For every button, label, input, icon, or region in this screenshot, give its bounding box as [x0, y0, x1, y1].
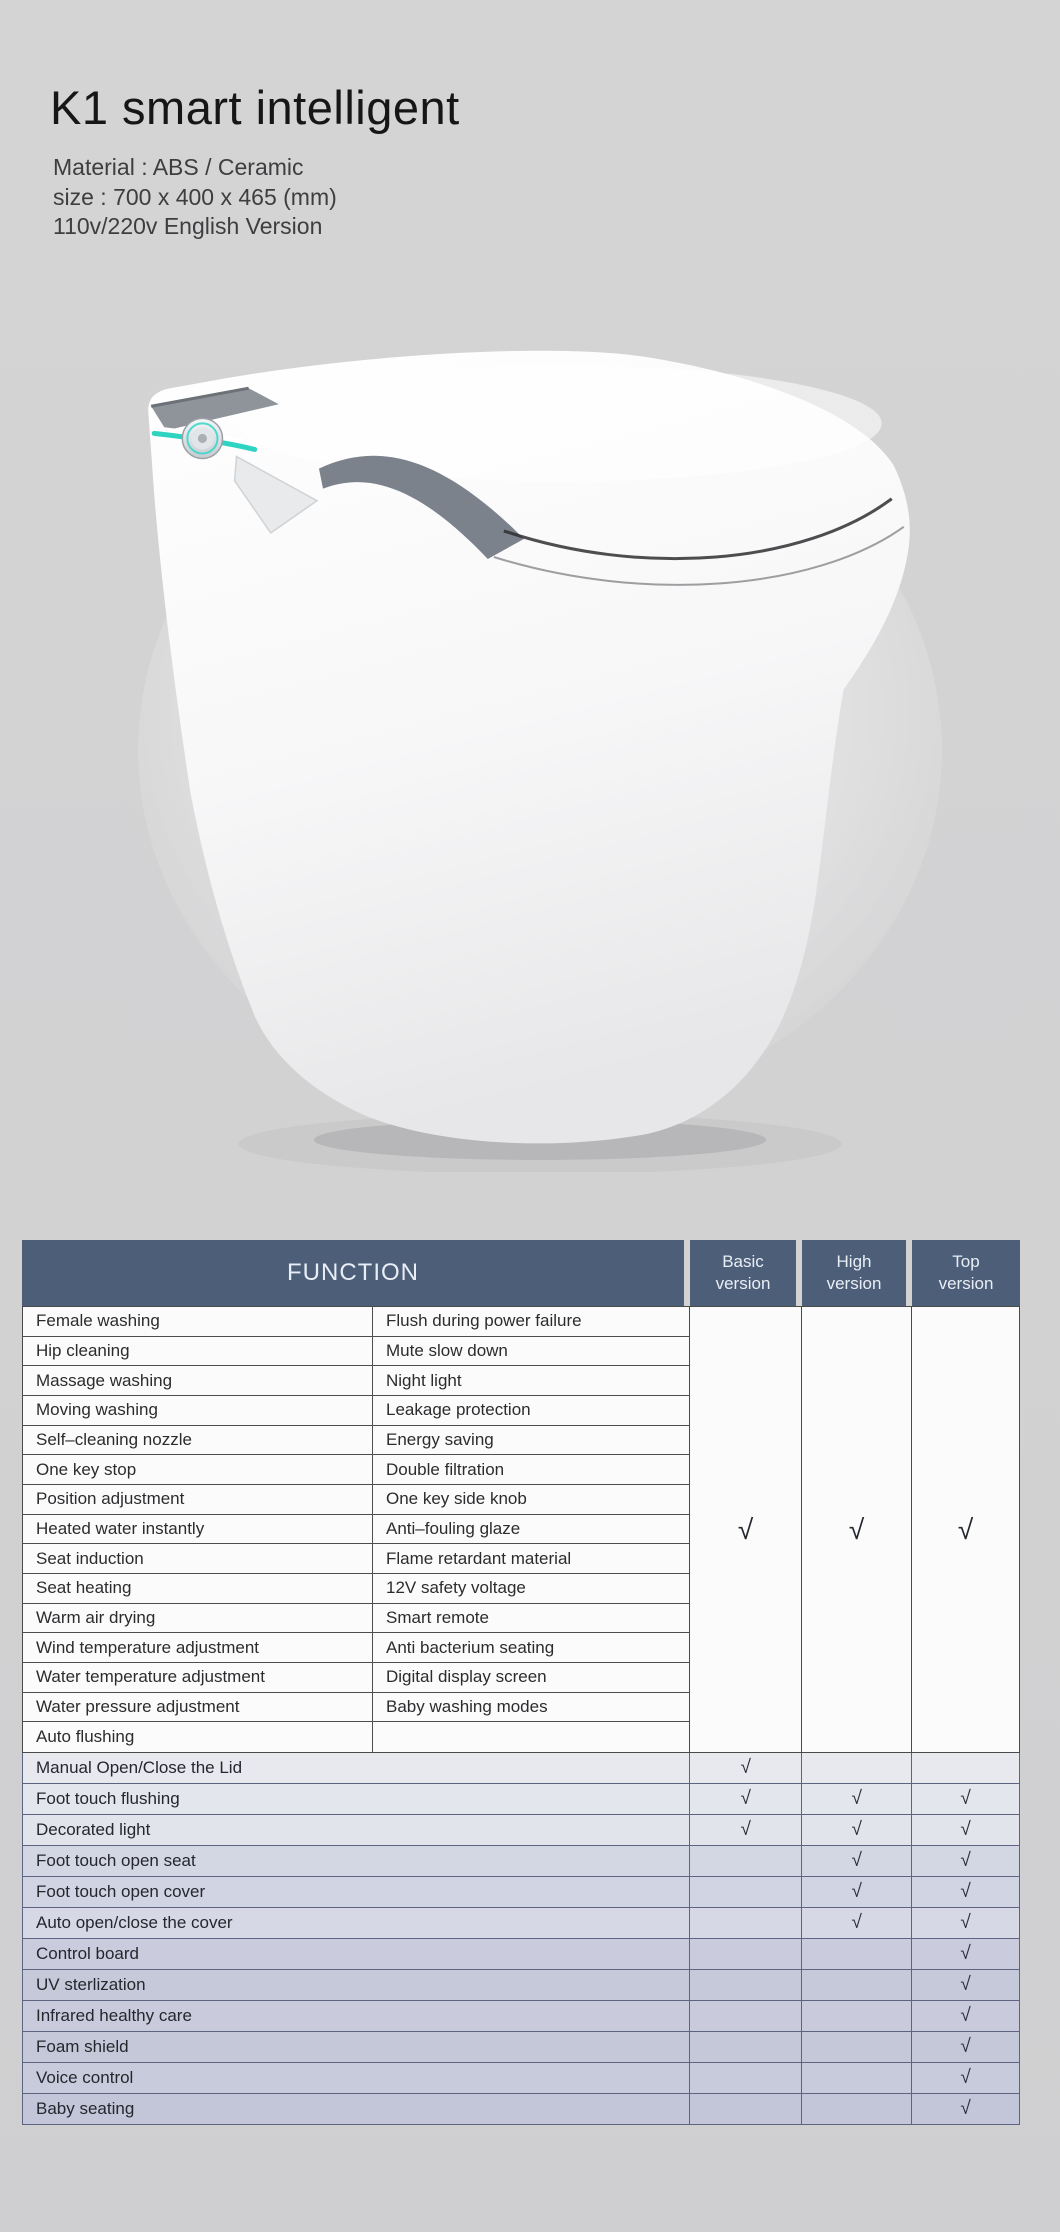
check-basic	[690, 1908, 802, 1938]
function-item: Female washing	[23, 1307, 373, 1337]
check-top: √	[912, 2032, 1020, 2062]
check-high	[802, 2063, 912, 2093]
check-top	[912, 1753, 1020, 1783]
header-function: FUNCTION	[22, 1240, 684, 1306]
basic-version-merged-check: √	[690, 1306, 802, 1753]
header-top-line2: version	[938, 1274, 994, 1293]
header-basic-line1: Basic	[722, 1252, 764, 1271]
feature-row	[23, 1877, 1020, 1908]
check-basic	[690, 2063, 802, 2093]
check-high: √	[802, 1908, 912, 1938]
check-basic	[690, 1877, 802, 1907]
function-item: Moving washing	[23, 1396, 373, 1426]
feature-row	[23, 1939, 1020, 1970]
function-item: Position adjustment	[23, 1485, 373, 1515]
function-item: Self–cleaning nozzle	[23, 1426, 373, 1456]
function-item: Seat heating	[23, 1574, 373, 1604]
check-top: √	[912, 2063, 1020, 2093]
check-top: √	[912, 1846, 1020, 1876]
feature-row	[23, 1846, 1020, 1877]
check-high	[802, 2094, 912, 2124]
check-basic: √	[690, 1784, 802, 1814]
check-basic	[690, 2032, 802, 2062]
header-basic-version	[690, 1240, 796, 1306]
function-item: Heated water instantly	[23, 1515, 373, 1545]
function-item: Night light	[373, 1366, 689, 1396]
function-item: Hip cleaning	[23, 1337, 373, 1367]
function-item: Anti–fouling glaze	[373, 1515, 689, 1545]
header-top-version	[912, 1240, 1020, 1306]
check-high: √	[802, 1846, 912, 1876]
function-item: Water temperature adjustment	[23, 1663, 373, 1693]
function-item: 12V safety voltage	[373, 1574, 689, 1604]
check-high	[802, 2032, 912, 2062]
feature-label: UV sterlization	[23, 1970, 690, 2000]
product-image-toilet	[118, 348, 942, 1172]
header-high-line1: High	[836, 1252, 872, 1271]
feature-label: Auto open/close the cover	[23, 1908, 690, 1938]
spec-material: Material : ABS / Ceramic	[53, 154, 304, 180]
comparison-table	[22, 1240, 1020, 2125]
top-version-merged-check: √	[912, 1306, 1020, 1753]
function-item: One key stop	[23, 1455, 373, 1485]
function-item: Warm air drying	[23, 1604, 373, 1634]
header-basic-line2: version	[715, 1274, 771, 1293]
check-top: √	[912, 1908, 1020, 1938]
feature-label: Foot touch open seat	[23, 1846, 690, 1876]
check-top: √	[912, 1784, 1020, 1814]
function-item: Flush during power failure	[373, 1307, 689, 1337]
feature-row	[23, 1815, 1020, 1846]
feature-row	[23, 1753, 1020, 1784]
version-feature-matrix	[22, 1753, 1020, 2125]
feature-row	[23, 1970, 1020, 2001]
check-top: √	[912, 1815, 1020, 1845]
knob-center	[198, 434, 207, 443]
function-item: One key side knob	[373, 1485, 689, 1515]
feature-row	[23, 2032, 1020, 2063]
function-item	[373, 1722, 689, 1752]
feature-label: Foam shield	[23, 2032, 690, 2062]
feature-row	[23, 1908, 1020, 1939]
feature-row	[23, 2063, 1020, 2094]
check-basic	[690, 2001, 802, 2031]
feature-label: Manual Open/Close the Lid	[23, 1753, 690, 1783]
feature-label: Control board	[23, 1939, 690, 1969]
function-item: Anti bacterium seating	[373, 1633, 689, 1663]
feature-label: Voice control	[23, 2063, 690, 2093]
check-basic	[690, 1846, 802, 1876]
feature-row	[23, 2094, 1020, 2125]
check-top: √	[912, 2001, 1020, 2031]
check-basic	[690, 1939, 802, 1969]
function-item: Digital display screen	[373, 1663, 689, 1693]
function-item: Massage washing	[23, 1366, 373, 1396]
function-item: Seat induction	[23, 1544, 373, 1574]
check-top: √	[912, 1877, 1020, 1907]
spec-voltage: 110v/220v English Version	[53, 213, 323, 239]
common-functions-block	[22, 1306, 1020, 1753]
function-item: Water pressure adjustment	[23, 1693, 373, 1723]
product-title: K1 smart intelligent	[50, 81, 460, 134]
check-basic	[690, 2094, 802, 2124]
check-high: √	[802, 1815, 912, 1845]
check-top: √	[912, 1970, 1020, 2000]
check-basic: √	[690, 1815, 802, 1845]
feature-label: Foot touch flushing	[23, 1784, 690, 1814]
feature-row	[23, 1784, 1020, 1815]
feature-row	[23, 2001, 1020, 2032]
check-top: √	[912, 2094, 1020, 2124]
high-version-merged-check: √	[802, 1306, 912, 1753]
function-item: Smart remote	[373, 1604, 689, 1634]
table-header-row	[22, 1240, 1020, 1306]
function-item: Baby washing modes	[373, 1693, 689, 1723]
check-high	[802, 1939, 912, 1969]
check-high	[802, 1753, 912, 1783]
function-item: Energy saving	[373, 1426, 689, 1456]
check-basic: √	[690, 1753, 802, 1783]
header-high-version	[802, 1240, 906, 1306]
function-item: Double filtration	[373, 1455, 689, 1485]
check-top: √	[912, 1939, 1020, 1969]
check-high	[802, 2001, 912, 2031]
function-item: Flame retardant material	[373, 1544, 689, 1574]
function-item: Mute slow down	[373, 1337, 689, 1367]
header-high-line2: version	[826, 1274, 882, 1293]
function-item: Wind temperature adjustment	[23, 1633, 373, 1663]
header-top-line1: Top	[952, 1252, 980, 1271]
spec-size: size : 700 x 400 x 465 (mm)	[53, 183, 337, 210]
feature-label: Infrared healthy care	[23, 2001, 690, 2031]
check-high: √	[802, 1877, 912, 1907]
feature-label: Foot touch open cover	[23, 1877, 690, 1907]
product-specs	[53, 153, 337, 242]
function-item: Auto flushing	[23, 1722, 373, 1752]
function-item: Leakage protection	[373, 1396, 689, 1426]
function-list	[22, 1306, 690, 1753]
feature-label: Baby seating	[23, 2094, 690, 2124]
check-high	[802, 1970, 912, 2000]
feature-label: Decorated light	[23, 1815, 690, 1845]
check-high: √	[802, 1784, 912, 1814]
check-basic	[690, 1970, 802, 2000]
